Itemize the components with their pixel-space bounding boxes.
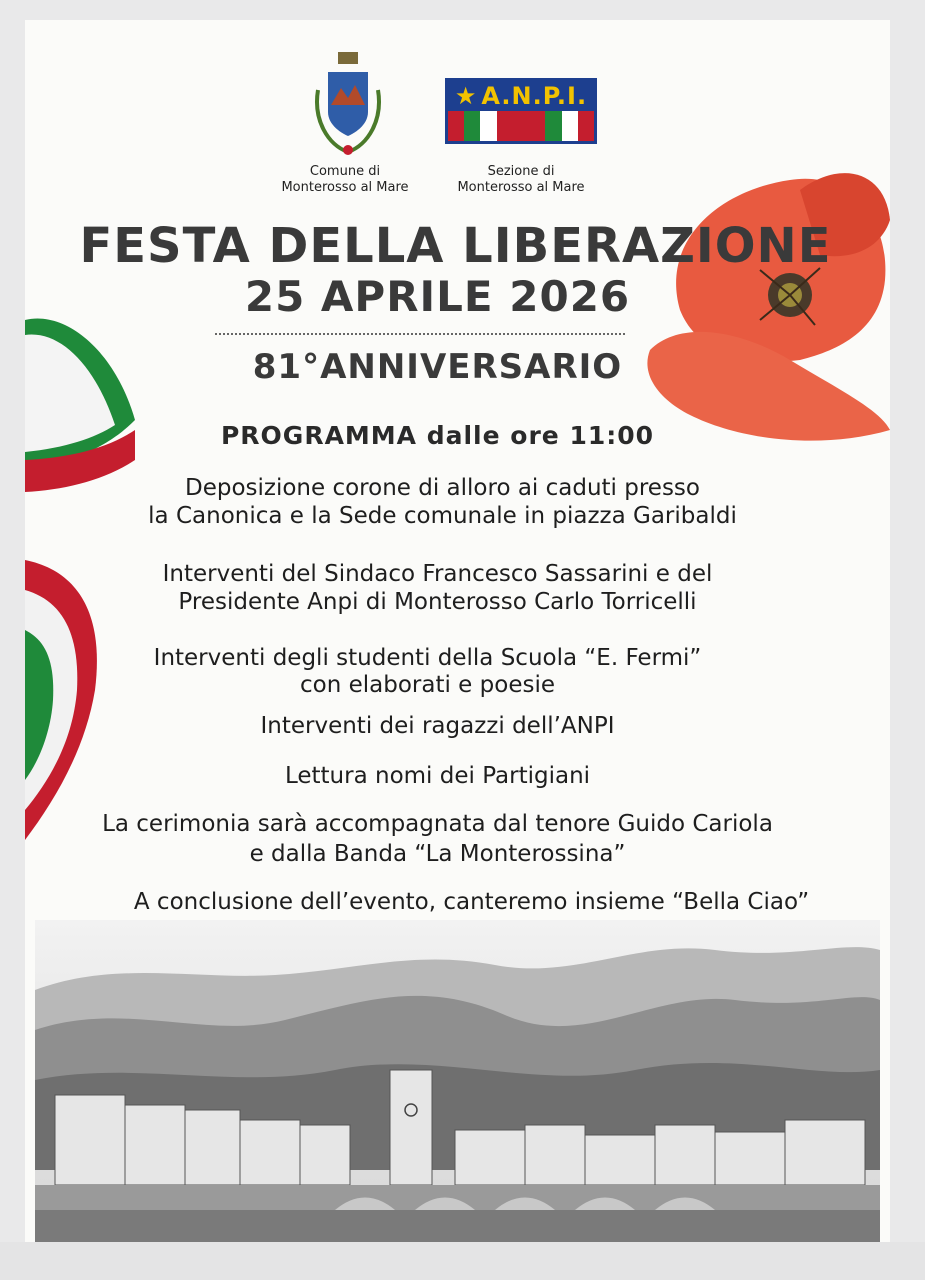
dotted-divider: [215, 333, 625, 335]
program-item-6-line1: La cerimonia sarà accompagnata dal tenore Guido Cariola: [102, 811, 773, 837]
anniversary-label: 81°ANNIVERSARIO: [252, 347, 623, 387]
program-heading: PROGRAMMA dalle ore 11:00: [220, 421, 655, 450]
program-item-3-line1: Interventi degli studenti della Scuola “E. Fermi”: [153, 645, 702, 671]
poster: [25, 20, 890, 1242]
anpi-caption-line2: Monterosso al Mare: [457, 180, 585, 195]
screenshot-bottom-margin: [0, 1242, 925, 1280]
anpi-caption: [445, 164, 597, 196]
anpi-logo: [445, 78, 597, 144]
program-item-4: Interventi dei ragazzi dell’ANPI: [260, 713, 615, 739]
comune-caption-line1: Comune di: [309, 164, 381, 179]
program-item-6-line2: e dalla Banda “La Monterossina”: [249, 841, 626, 867]
anpi-star-icon: ★: [454, 82, 478, 110]
program-item-2-line1: Interventi del Sindaco Francesco Sassarini e del: [162, 561, 713, 587]
event-date: 25 APRILE 2026: [244, 272, 631, 321]
anpi-caption-line1: Sezione di: [487, 164, 555, 179]
program-item-2-line2: Presidente Anpi di Monterosso Carlo Torricelli: [178, 589, 697, 615]
comune-crest-logo: [313, 50, 383, 160]
program-item-3-line2: con elaborati e poesie: [300, 672, 555, 698]
comune-caption-line2: Monterosso al Mare: [281, 180, 409, 195]
program-item-5: Lettura nomi dei Partigiani: [284, 763, 591, 789]
comune-caption: [270, 164, 420, 196]
anpi-flag-stripes: [448, 111, 594, 141]
event-title: FESTA DELLA LIBERAZIONE: [79, 218, 832, 274]
program-item-1-line1: Deposizione corone di alloro ai caduti presso: [184, 475, 700, 501]
program-item-1-line2: la Canonica e la Sede comunale in piazza Garibaldi: [148, 503, 737, 529]
village-sketch-image: [35, 920, 880, 1242]
anpi-badge-text: A.N.P.I.: [481, 82, 588, 110]
program-item-7: A conclusione dell’evento, canteremo insieme “Bella Ciao”: [133, 889, 810, 915]
